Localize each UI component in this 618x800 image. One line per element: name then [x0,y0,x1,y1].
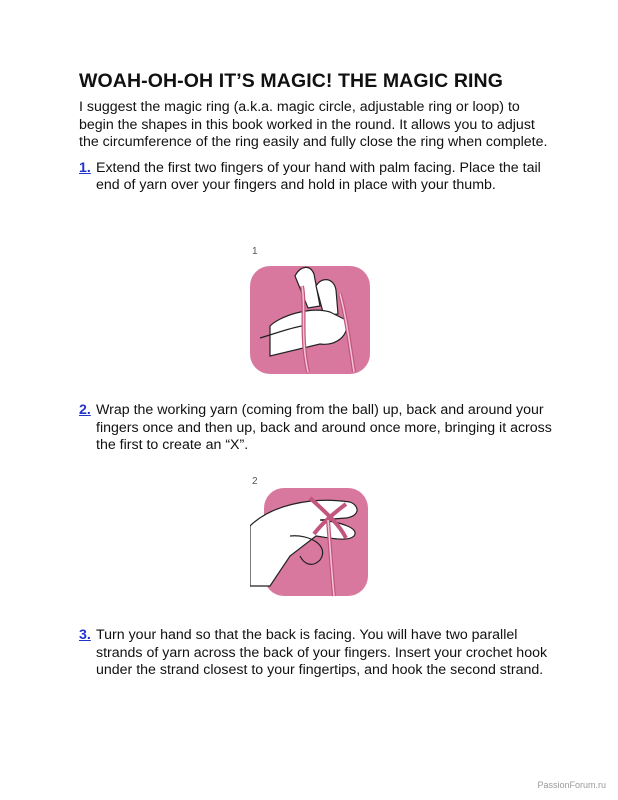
step-2 [79,402,566,455]
hand-illustration-1 [250,246,380,376]
step-1-text: Extend the first two fingers of your hand with palm facing. Place the tail end of yarn over your fingers and hold in place with your thumb. [96,159,541,194]
watermark: PassionForum.ru [537,780,606,790]
step-1-number[interactable]: 1. [79,159,91,176]
step-2-text: Wrap the working yarn (coming from the ball) up, back and around your fingers once and then up, back and around once more, bringing it across the first to create an “X”. [96,402,552,454]
step-1 [79,160,549,195]
intro-paragraph: I suggest the magic ring (a.k.a. magic circle, adjustable ring or loop) to begin the shapes in this book worked in the round. It allows you to adjust the circumference of the ring easily and fully close the ring when complete. [79,99,548,151]
step-2-number[interactable]: 2. [79,402,91,418]
step-3-text: Turn your hand so that the back is facing. You will have two parallel strands of yarn across the back of your fingers. Insert your crochet hook under the strand closest to your fingertips, and hook the second strand. [96,627,548,679]
step-3-number[interactable]: 3. [79,627,91,643]
figure-2 [250,476,380,598]
step-3 [79,627,566,680]
figure-1 [250,246,380,376]
figure-1-label: 1 [252,246,258,257]
hand-illustration-2 [250,476,380,598]
page-content [79,70,549,195]
figure-2-label: 2 [252,476,258,487]
page-title: WOAH-OH-OH IT’S MAGIC! THE MAGIC RING [79,70,503,92]
